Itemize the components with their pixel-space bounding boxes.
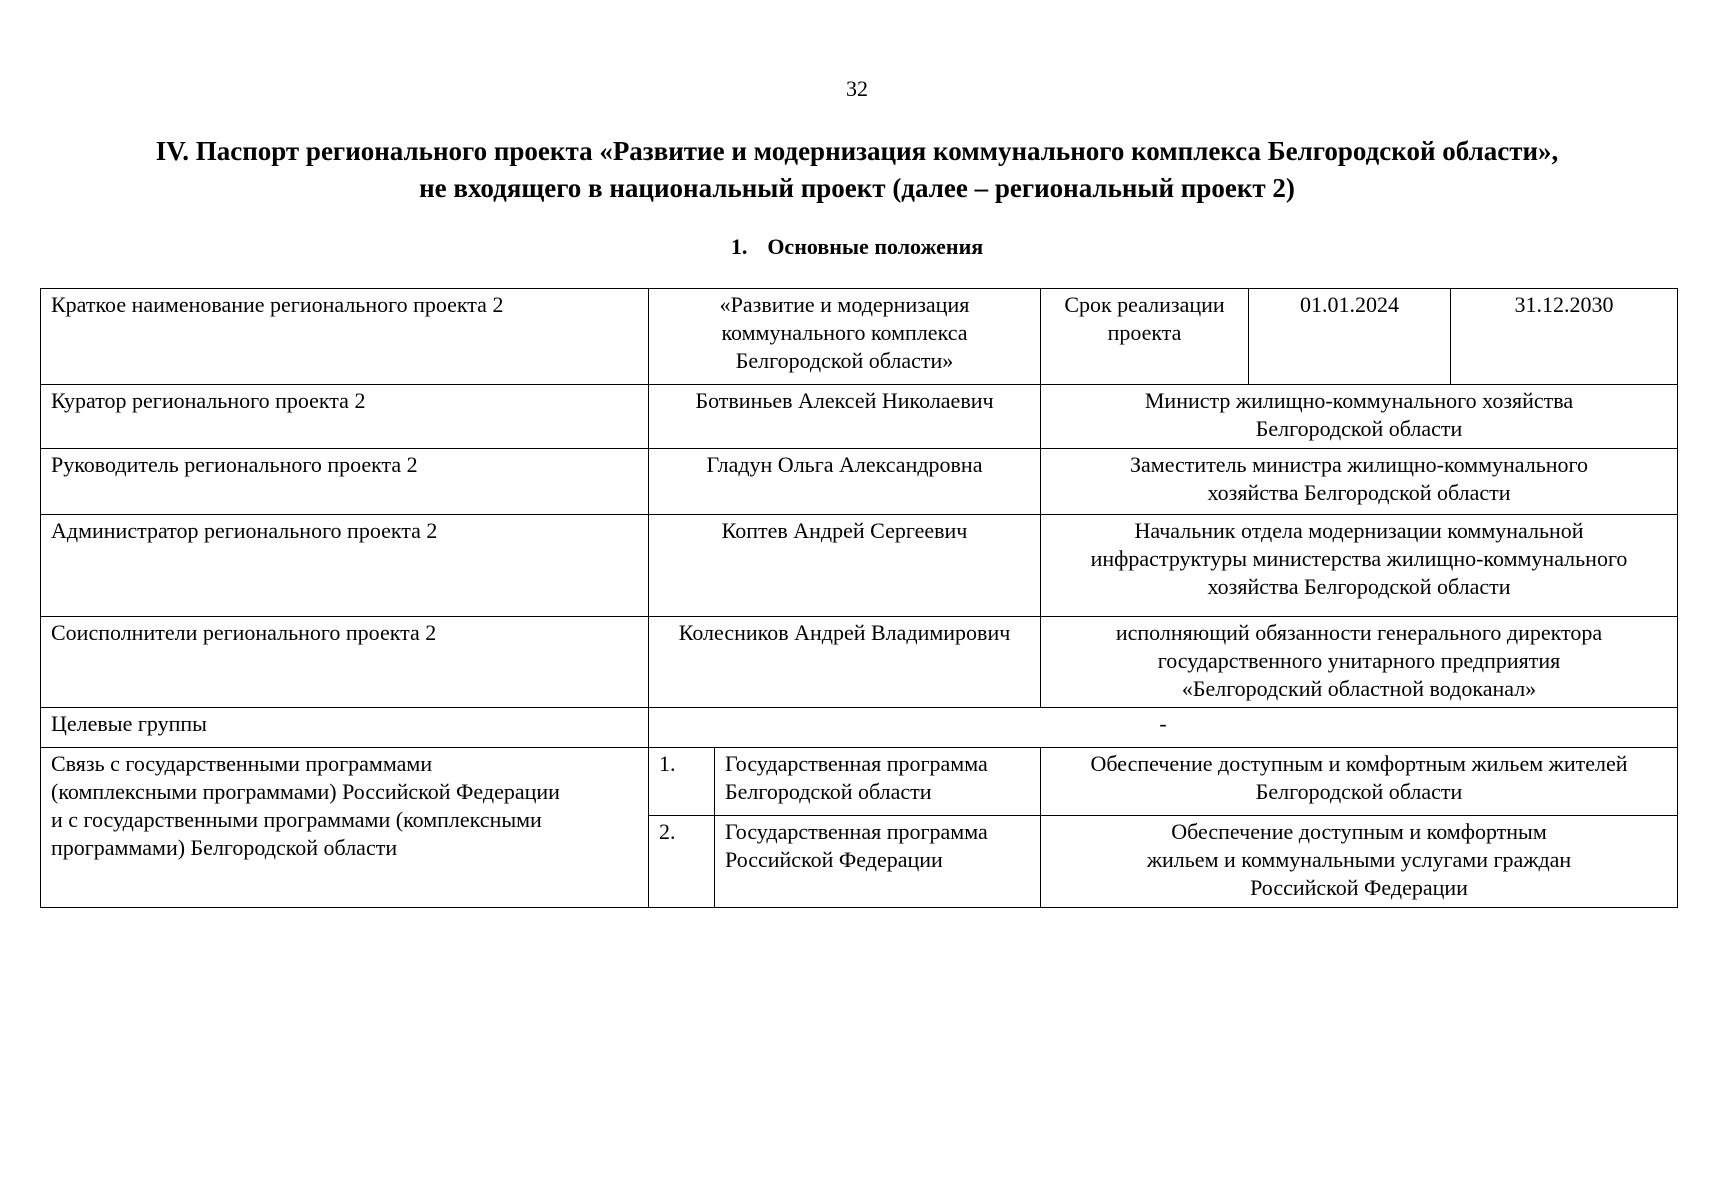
program-name-line: Обеспечение доступным и комфортным жильем жителей [1090,751,1628,776]
short-name-label: Краткое наименование регионального проекта 2 [41,289,649,385]
programs-label-line: и с государственными программами (комплексными [51,807,542,832]
programs-label-line: (комплексными программами) Российской Федерации [51,779,560,804]
program-name [1041,816,1678,908]
term-label [1041,289,1249,385]
administrator-name: Коптев Андрей Сергеевич [649,515,1041,617]
program-type [715,816,1041,908]
start-date: 01.01.2024 [1249,289,1451,385]
title-line-1: IV. Паспорт регионального проекта «Развитие и модернизация коммунального комплекса Белгородской области», [155,136,1559,166]
section-heading [0,234,1714,260]
program-name-line: Белгородской области [1255,779,1463,804]
coexecutors-name: Колесников Андрей Владимирович [649,617,1041,708]
administrator-label: Администратор регионального проекта 2 [41,515,649,617]
program-name-line: Российской Федерации [1250,875,1468,900]
program-number: 2. [649,816,715,908]
curator-position-line: Белгородской области [1255,416,1463,441]
coexecutors-position-line: исполняющий обязанности генерального директора [1115,620,1603,645]
table-row-head [41,449,1678,515]
program-type-line: Российской Федерации [725,847,943,872]
head-position-line: хозяйства Белгородской области [1207,480,1511,505]
head-position [1041,449,1678,515]
term-label-line: проекта [1107,320,1182,345]
coexecutors-position-line: «Белгородский областной водоканал» [1181,676,1537,701]
table-row-administrator [41,515,1678,617]
curator-name: Ботвиньев Алексей Николаевич [649,385,1041,449]
project-passport-table [40,288,1678,908]
curator-label: Куратор регионального проекта 2 [41,385,649,449]
table-row-program-1 [41,748,1678,816]
administrator-position-line: хозяйства Белгородской области [1207,574,1511,599]
head-name: Гладун Ольга Александровна [649,449,1041,515]
term-label-line: Срок реализации [1064,292,1225,317]
curator-position-line: Министр жилищно-коммунального хозяйства [1144,388,1574,413]
table-row-curator [41,385,1678,449]
head-position-line: Заместитель министра жилищно-коммунального [1130,452,1588,477]
administrator-position [1041,515,1678,617]
programs-label [41,748,649,908]
coexecutors-position [1041,617,1678,708]
administrator-position-line: Начальник отдела модернизации коммунальной [1134,518,1584,543]
programs-label-line: Связь с государственными программами [51,751,433,776]
document-title [0,133,1714,207]
coexecutors-label: Соисполнители регионального проекта 2 [41,617,649,708]
short-name-value-line: Белгородской области» [735,348,954,373]
program-type-line: Белгородской области [725,779,932,804]
target-groups-value: - [649,708,1678,748]
programs-label-line: программами) Белгородской области [51,835,398,860]
short-name-value-line: «Развитие и модернизация [719,292,970,317]
table-row-target-groups [41,708,1678,748]
section-number: 1. [730,234,748,259]
program-type [715,748,1041,816]
short-name-value [649,289,1041,385]
section-title: Основные положения [767,234,984,259]
program-name-line: жильем и коммунальными услугами граждан [1146,847,1572,872]
administrator-position-line: инфраструктуры министерства жилищно-коммунального [1090,546,1628,571]
program-name [1041,748,1678,816]
program-name-line: Обеспечение доступным и комфортным [1171,819,1547,844]
coexecutors-position-line: государственного унитарного предприятия [1157,648,1561,673]
program-type-line: Государственная программа [725,751,988,776]
end-date: 31.12.2030 [1451,289,1678,385]
program-type-line: Государственная программа [725,819,988,844]
title-line-2: не входящего в национальный проект (далее – региональный проект 2) [419,173,1295,203]
curator-position [1041,385,1678,449]
target-groups-label: Целевые группы [41,708,649,748]
short-name-value-line: коммунального комплекса [721,320,968,345]
table-row-coexecutors [41,617,1678,708]
table-row-short-name [41,289,1678,385]
page-number: 32 [846,76,868,101]
program-number: 1. [649,748,715,816]
head-label: Руководитель регионального проекта 2 [41,449,649,515]
